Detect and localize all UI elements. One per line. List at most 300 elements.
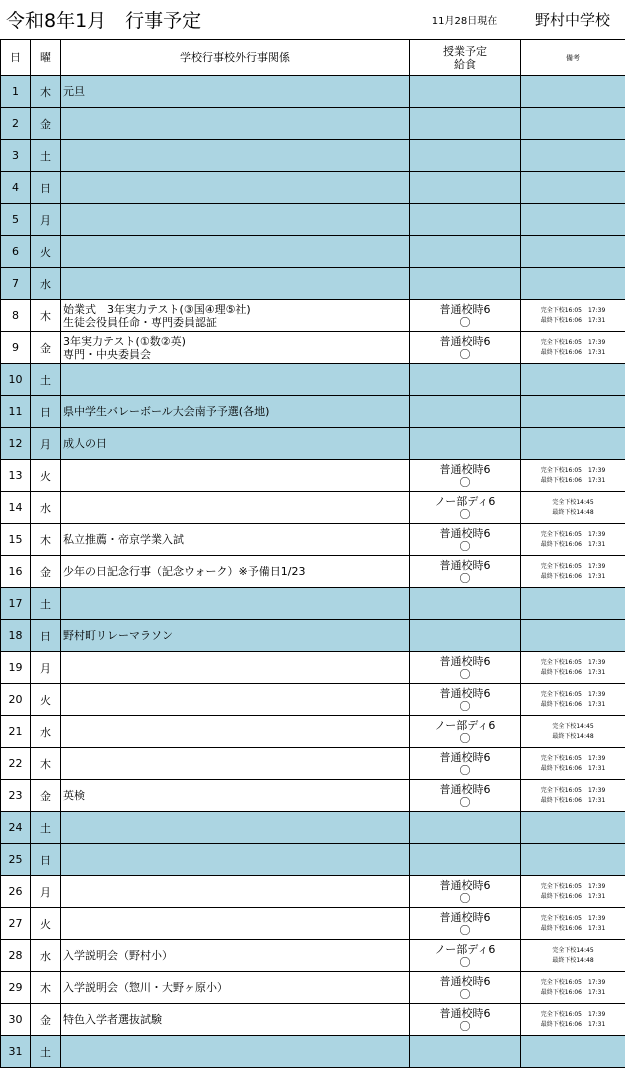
note-cell <box>521 1004 625 1036</box>
lesson-cell <box>410 492 521 524</box>
weekday: 金 <box>40 117 51 131</box>
table-row <box>1 140 625 172</box>
table-row <box>1 652 625 684</box>
events-cell <box>61 428 410 460</box>
day-cell <box>1 812 31 844</box>
note-cell <box>521 236 625 268</box>
note-line-1: 完全下校14:45 <box>552 498 594 506</box>
school-name: 野村中学校 <box>534 11 610 29</box>
day-cell <box>1 172 31 204</box>
day-cell <box>1 908 31 940</box>
day-cell <box>1 652 31 684</box>
events-cell <box>61 908 410 940</box>
weekday: 土 <box>40 597 51 611</box>
weekday: 火 <box>40 917 51 931</box>
day-cell <box>1 332 31 364</box>
weekday-cell <box>31 364 61 396</box>
event-line-1: 入学説明会（惣川・大野ヶ原小） <box>63 981 228 994</box>
lesson-cell <box>410 908 521 940</box>
events-cell <box>61 972 410 1004</box>
lesson-schedule: 普通校時6 <box>439 750 491 764</box>
weekday-cell <box>31 268 61 300</box>
day-number: 25 <box>8 853 23 866</box>
note-cell <box>521 204 625 236</box>
day-number: 28 <box>8 949 23 962</box>
weekday-cell <box>31 300 61 332</box>
note-line-1: 完全下校16:05 17:39 <box>540 658 606 666</box>
day-cell <box>1 236 31 268</box>
events-cell <box>61 76 410 108</box>
day-number: 30 <box>8 1013 23 1026</box>
day-number: 24 <box>8 821 23 834</box>
table-row <box>1 908 625 940</box>
note-cell <box>521 332 625 364</box>
day-number: 3 <box>12 149 19 162</box>
note-line-2: 最終下校16:06 17:31 <box>540 316 606 324</box>
table-row <box>1 332 625 364</box>
weekday-cell <box>31 748 61 780</box>
note-line-1: 完全下校16:05 17:39 <box>540 1010 606 1018</box>
events-cell <box>61 108 410 140</box>
lesson-schedule: 普通校時6 <box>439 654 491 668</box>
day-cell <box>1 204 31 236</box>
day-number: 12 <box>8 437 23 450</box>
day-cell <box>1 396 31 428</box>
lesson-schedule: 普通校時6 <box>439 302 491 316</box>
weekday: 日 <box>40 629 51 643</box>
note-cell <box>521 492 625 524</box>
lesson-cell <box>410 812 521 844</box>
table-header-row <box>1 40 625 76</box>
weekday-cell <box>31 876 61 908</box>
lunch-mark: 〇 <box>459 923 471 937</box>
lesson-cell <box>410 620 521 652</box>
events-cell <box>61 748 410 780</box>
table-row <box>1 588 625 620</box>
note-line-2: 最終下校16:06 17:31 <box>540 668 606 676</box>
table-row <box>1 1036 625 1068</box>
day-cell <box>1 684 31 716</box>
note-line-1: 完全下校14:45 <box>552 946 594 954</box>
events-cell <box>61 396 410 428</box>
table-row <box>1 972 625 1004</box>
note-cell <box>521 76 625 108</box>
lesson-cell <box>410 300 521 332</box>
day-number: 17 <box>8 597 23 610</box>
event-line-1: 少年の日記念行事（記念ウォーク）※予備日1/23 <box>63 565 306 578</box>
events-cell <box>61 140 410 172</box>
day-number: 27 <box>8 917 23 930</box>
weekday-cell <box>31 812 61 844</box>
lesson-cell <box>410 1004 521 1036</box>
lesson-schedule: ノー部ディ6 <box>434 494 496 508</box>
event-line-1: 英検 <box>63 789 85 802</box>
weekday: 木 <box>40 85 51 99</box>
note-cell <box>521 556 625 588</box>
event-line-2: 生徒会役員任命・専門委員認証 <box>63 315 217 329</box>
note-line-2: 最終下校16:06 17:31 <box>540 892 606 900</box>
note-line-2: 最終下校16:06 17:31 <box>540 572 606 580</box>
day-number: 6 <box>12 245 19 258</box>
lesson-cell <box>410 268 521 300</box>
lesson-cell <box>410 748 521 780</box>
weekday: 土 <box>40 1045 51 1059</box>
weekday: 金 <box>40 1013 51 1027</box>
note-line-2: 最終下校16:06 17:31 <box>540 348 606 356</box>
weekday-cell <box>31 972 61 1004</box>
events-cell <box>61 332 410 364</box>
schedule-table <box>0 39 625 1068</box>
day-number: 4 <box>12 181 19 194</box>
note-cell <box>521 140 625 172</box>
weekday-cell <box>31 588 61 620</box>
note-line-2: 最終下校16:06 17:31 <box>540 540 606 548</box>
note-line-2: 最終下校16:06 17:31 <box>540 764 606 772</box>
events-cell <box>61 268 410 300</box>
weekday: 日 <box>40 181 51 195</box>
day-number: 29 <box>8 981 23 994</box>
event-line-1: 始業式 3年実力テスト(③国④理⑤社) <box>63 302 251 316</box>
weekday-cell <box>31 492 61 524</box>
day-number: 15 <box>8 533 23 546</box>
table-row <box>1 812 625 844</box>
lesson-cell <box>410 460 521 492</box>
note-cell <box>521 652 625 684</box>
day-cell <box>1 140 31 172</box>
lunch-mark: 〇 <box>459 507 471 521</box>
note-cell <box>521 940 625 972</box>
events-cell <box>61 780 410 812</box>
table-row <box>1 1004 625 1036</box>
table-row <box>1 524 625 556</box>
lesson-schedule: 普通校時6 <box>439 1006 491 1020</box>
table-row <box>1 300 625 332</box>
weekday: 水 <box>40 277 51 291</box>
day-cell <box>1 556 31 588</box>
day-number: 20 <box>8 693 23 706</box>
col-header-events: 学校行事校外行事関係 <box>61 40 410 76</box>
lunch-mark: 〇 <box>459 347 471 361</box>
table-row <box>1 620 625 652</box>
lesson-cell <box>410 588 521 620</box>
day-cell <box>1 940 31 972</box>
lesson-schedule: 普通校時6 <box>439 334 491 348</box>
weekday-cell <box>31 204 61 236</box>
table-row <box>1 716 625 748</box>
day-cell <box>1 524 31 556</box>
weekday: 金 <box>40 565 51 579</box>
weekday-cell <box>31 908 61 940</box>
lesson-cell <box>410 204 521 236</box>
lesson-cell <box>410 780 521 812</box>
events-cell <box>61 204 410 236</box>
lesson-schedule: 普通校時6 <box>439 910 491 924</box>
page-title: 令和8年1月 行事予定 <box>6 10 202 32</box>
note-cell <box>521 620 625 652</box>
note-line-1: 完全下校16:05 17:39 <box>540 530 606 538</box>
day-number: 19 <box>8 661 23 674</box>
lesson-cell <box>410 844 521 876</box>
note-line-1: 完全下校16:05 17:39 <box>540 786 606 794</box>
note-line-1: 完全下校16:05 17:39 <box>540 914 606 922</box>
day-cell <box>1 364 31 396</box>
note-cell <box>521 428 625 460</box>
lesson-schedule: ノー部ディ6 <box>434 942 496 956</box>
table-row <box>1 364 625 396</box>
weekday-cell <box>31 1036 61 1068</box>
lesson-cell <box>410 876 521 908</box>
event-line-1: 3年実力テスト(①数②英) <box>63 334 186 348</box>
weekday: 水 <box>40 501 51 515</box>
events-cell <box>61 236 410 268</box>
event-line-1: 県中学生バレーボール大会南予予選(各地) <box>63 405 270 418</box>
table-row <box>1 492 625 524</box>
note-line-1: 完全下校16:05 17:39 <box>540 338 606 346</box>
events-cell <box>61 940 410 972</box>
table-row <box>1 556 625 588</box>
weekday-cell <box>31 780 61 812</box>
lunch-mark: 〇 <box>459 987 471 1001</box>
note-cell <box>521 876 625 908</box>
lunch-mark: 〇 <box>459 539 471 553</box>
day-number: 9 <box>12 341 19 354</box>
weekday: 金 <box>40 341 51 355</box>
weekday: 月 <box>40 213 51 227</box>
table-row <box>1 396 625 428</box>
lesson-cell <box>410 940 521 972</box>
day-cell <box>1 428 31 460</box>
day-number: 21 <box>8 725 23 738</box>
note-cell <box>521 268 625 300</box>
day-cell <box>1 460 31 492</box>
lesson-schedule: 普通校時6 <box>439 526 491 540</box>
table-row <box>1 428 625 460</box>
lesson-cell <box>410 396 521 428</box>
table-row <box>1 172 625 204</box>
weekday-cell <box>31 940 61 972</box>
note-cell <box>521 364 625 396</box>
lesson-cell <box>410 716 521 748</box>
day-cell <box>1 492 31 524</box>
weekday-cell <box>31 716 61 748</box>
weekday: 土 <box>40 821 51 835</box>
day-number: 16 <box>8 565 23 578</box>
note-cell <box>521 588 625 620</box>
event-line-1: 入学説明会（野村小） <box>63 949 173 962</box>
lesson-schedule: 普通校時6 <box>439 686 491 700</box>
events-cell <box>61 620 410 652</box>
weekday-cell <box>31 396 61 428</box>
weekday: 火 <box>40 693 51 707</box>
weekday: 月 <box>40 885 51 899</box>
lunch-mark: 〇 <box>459 955 471 969</box>
day-cell <box>1 1036 31 1068</box>
lunch-mark: 〇 <box>459 667 471 681</box>
day-number: 2 <box>12 117 19 130</box>
note-cell <box>521 748 625 780</box>
weekday: 木 <box>40 757 51 771</box>
weekday: 日 <box>40 405 51 419</box>
lesson-cell <box>410 428 521 460</box>
weekday-cell <box>31 428 61 460</box>
day-cell <box>1 76 31 108</box>
day-cell <box>1 300 31 332</box>
day-number: 31 <box>8 1045 23 1058</box>
events-cell <box>61 1004 410 1036</box>
events-cell <box>61 1036 410 1068</box>
note-cell <box>521 460 625 492</box>
weekday-cell <box>31 76 61 108</box>
weekday-cell <box>31 684 61 716</box>
day-number: 11 <box>8 405 23 418</box>
lesson-cell <box>410 364 521 396</box>
table-row <box>1 684 625 716</box>
note-line-2: 最終下校14:48 <box>552 732 594 740</box>
table-row <box>1 844 625 876</box>
day-cell <box>1 780 31 812</box>
weekday: 土 <box>40 373 51 387</box>
day-number: 5 <box>12 213 19 226</box>
note-cell <box>521 396 625 428</box>
day-number: 7 <box>12 277 19 290</box>
lunch-mark: 〇 <box>459 475 471 489</box>
day-cell <box>1 844 31 876</box>
note-line-1: 完全下校16:05 17:39 <box>540 882 606 890</box>
lesson-cell <box>410 684 521 716</box>
event-line-1: 特色入学者選抜試験 <box>63 1013 162 1026</box>
events-cell <box>61 844 410 876</box>
table-row <box>1 460 625 492</box>
weekday: 月 <box>40 661 51 675</box>
day-cell <box>1 972 31 1004</box>
weekday-cell <box>31 236 61 268</box>
weekday: 金 <box>40 789 51 803</box>
col-header-lunch-label: 給食 <box>454 57 476 71</box>
day-number: 1 <box>12 85 19 98</box>
table-row <box>1 204 625 236</box>
day-number: 10 <box>8 373 23 386</box>
note-cell <box>521 108 625 140</box>
day-number: 22 <box>8 757 23 770</box>
weekday: 火 <box>40 469 51 483</box>
note-line-2: 最終下校14:48 <box>552 508 594 516</box>
lunch-mark: 〇 <box>459 1019 471 1033</box>
weekday-cell <box>31 140 61 172</box>
col-header-dow: 曜 <box>31 40 61 76</box>
events-cell <box>61 652 410 684</box>
lunch-mark: 〇 <box>459 571 471 585</box>
col-header-day: 日 <box>1 40 31 76</box>
note-line-2: 最終下校16:06 17:31 <box>540 700 606 708</box>
lunch-mark: 〇 <box>459 891 471 905</box>
day-number: 14 <box>8 501 23 514</box>
table-row <box>1 76 625 108</box>
lunch-mark: 〇 <box>459 795 471 809</box>
weekday-cell <box>31 844 61 876</box>
event-line-1: 元旦 <box>63 85 85 98</box>
lesson-cell <box>410 556 521 588</box>
lesson-cell <box>410 972 521 1004</box>
note-line-1: 完全下校16:05 17:39 <box>540 690 606 698</box>
lesson-cell <box>410 332 521 364</box>
note-cell <box>521 716 625 748</box>
day-number: 26 <box>8 885 23 898</box>
note-cell <box>521 1036 625 1068</box>
events-cell <box>61 300 410 332</box>
weekday: 土 <box>40 149 51 163</box>
table-body <box>1 76 625 1068</box>
weekday: 日 <box>40 853 51 867</box>
events-cell <box>61 684 410 716</box>
note-cell <box>521 812 625 844</box>
note-cell <box>521 908 625 940</box>
lesson-schedule: 普通校時6 <box>439 878 491 892</box>
note-cell <box>521 972 625 1004</box>
lesson-cell <box>410 140 521 172</box>
weekday: 水 <box>40 725 51 739</box>
events-cell <box>61 588 410 620</box>
lesson-cell <box>410 1036 521 1068</box>
weekday-cell <box>31 108 61 140</box>
event-line-1: 野村町リレーマラソン <box>63 629 173 642</box>
day-number: 13 <box>8 469 23 482</box>
day-cell <box>1 716 31 748</box>
table-row <box>1 876 625 908</box>
events-cell <box>61 172 410 204</box>
weekday: 火 <box>40 245 51 259</box>
weekday-cell <box>31 556 61 588</box>
weekday-cell <box>31 460 61 492</box>
weekday: 木 <box>40 309 51 323</box>
weekday: 月 <box>40 437 51 451</box>
note-line-1: 完全下校16:05 17:39 <box>540 978 606 986</box>
note-line-1: 完全下校16:05 17:39 <box>540 562 606 570</box>
note-line-2: 最終下校16:06 17:31 <box>540 988 606 996</box>
table-row <box>1 940 625 972</box>
lesson-schedule: 普通校時6 <box>439 974 491 988</box>
lesson-cell <box>410 108 521 140</box>
weekday: 水 <box>40 949 51 963</box>
note-cell <box>521 780 625 812</box>
event-line-2: 専門・中央委員会 <box>63 347 151 361</box>
note-line-1: 完全下校16:05 17:39 <box>540 754 606 762</box>
day-cell <box>1 588 31 620</box>
note-cell <box>521 844 625 876</box>
weekday-cell <box>31 524 61 556</box>
lesson-cell <box>410 76 521 108</box>
weekday-cell <box>31 620 61 652</box>
note-line-1: 完全下校16:05 17:39 <box>540 466 606 474</box>
lunch-mark: 〇 <box>459 731 471 745</box>
note-line-2: 最終下校14:48 <box>552 956 594 964</box>
events-cell <box>61 460 410 492</box>
weekday: 木 <box>40 533 51 547</box>
lesson-cell <box>410 236 521 268</box>
lesson-schedule: 普通校時6 <box>439 558 491 572</box>
day-cell <box>1 268 31 300</box>
table-row <box>1 780 625 812</box>
table-row <box>1 236 625 268</box>
event-line-1: 私立推薦・帝京学業入試 <box>63 533 184 546</box>
note-cell <box>521 172 625 204</box>
lunch-mark: 〇 <box>459 315 471 329</box>
col-header-lesson <box>410 40 521 76</box>
note-cell <box>521 300 625 332</box>
events-cell <box>61 364 410 396</box>
note-line-1: 完全下校14:45 <box>552 722 594 730</box>
day-cell <box>1 108 31 140</box>
weekday-cell <box>31 332 61 364</box>
